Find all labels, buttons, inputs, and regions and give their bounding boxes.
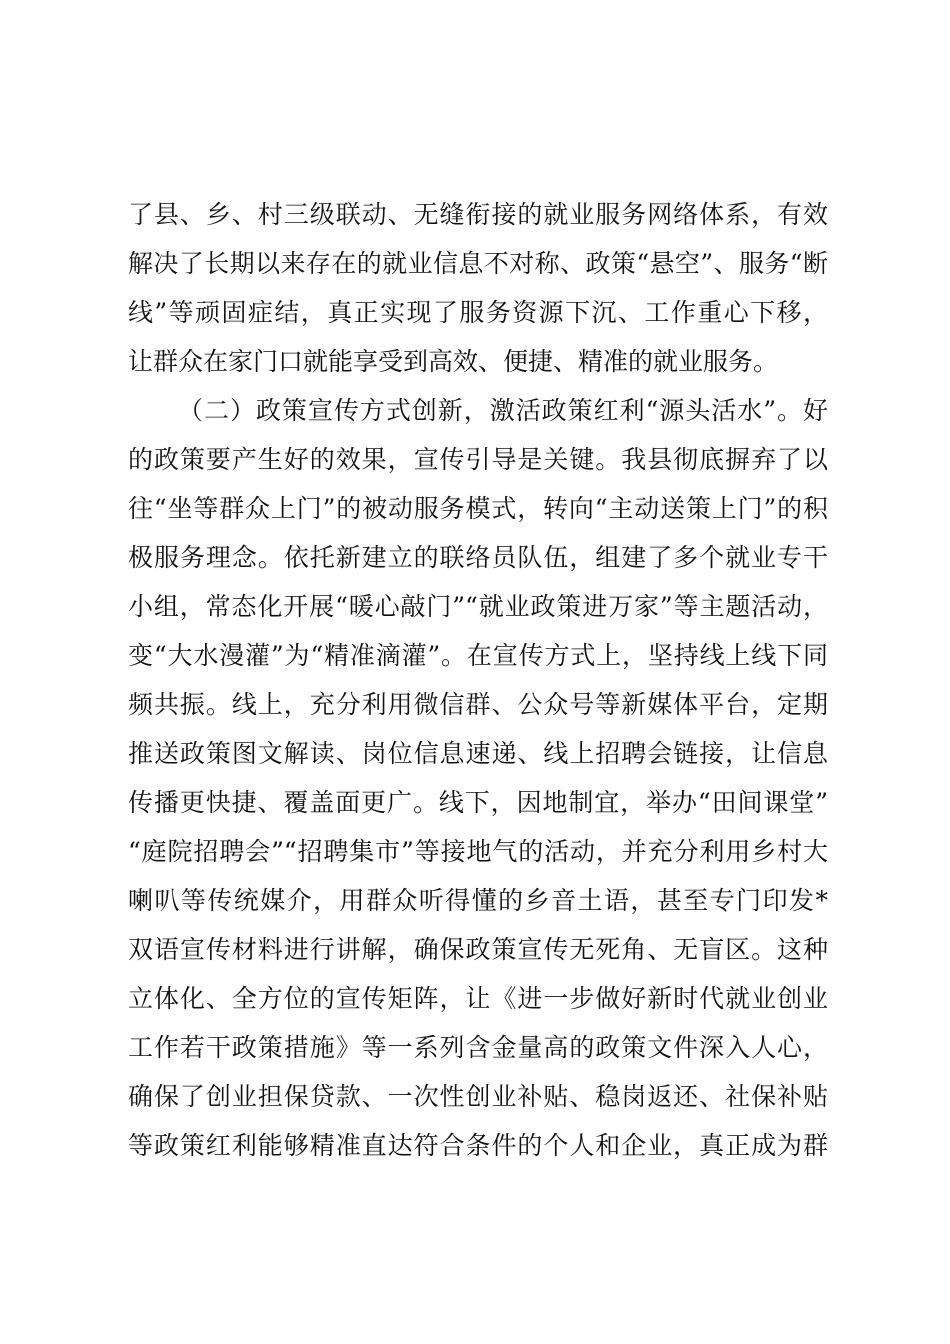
text-line: 变“大水漫灌”为“精准滴灌”。在宣传方式上，坚持线上线下同 <box>128 641 828 670</box>
text-line: 推送政策图文解读、岗位信息速递、线上招聘会链接，让信息 <box>128 739 828 768</box>
section-heading-line: （二）政策宣传方式创新，激活政策红利“源头活水”。好 <box>178 396 828 425</box>
text-line: 传播更快捷、覆盖面更广。线下，因地制宜，举办“田间课堂” <box>128 788 828 817</box>
text-line: 线”等顽固症结，真正实现了服务资源下沉、工作重心下移， <box>128 298 828 327</box>
paragraph-service-network <box>128 190 828 386</box>
text-line: 极服务理念。依托新建立的联络员队伍，组建了多个就业专干 <box>128 543 828 572</box>
text-line: 的政策要产生好的效果，宣传引导是关键。我县彻底摒弃了以 <box>128 445 828 474</box>
paragraph-policy-promotion <box>128 386 828 1170</box>
text-line: 了县、乡、村三级联动、无缝衔接的就业服务网络体系，有效 <box>128 200 828 229</box>
text-line: 立体化、全方位的宣传矩阵，让《进一步做好新时代就业创业 <box>128 984 828 1013</box>
text-line: 往“坐等群众上门”的被动服务模式，转向“主动送策上门”的积 <box>128 494 828 523</box>
text-line: 解决了长期以来存在的就业信息不对称、政策“悬空”、服务“断 <box>128 249 828 278</box>
text-line: 确保了创业担保贷款、一次性创业补贴、稳岗返还、社保补贴 <box>128 1082 828 1111</box>
text-line: 频共振。线上，充分利用微信群、公众号等新媒体平台，定期 <box>128 690 828 719</box>
text-line: 等政策红利能够精准直达符合条件的个人和企业，真正成为群 <box>128 1131 828 1160</box>
text-line: 让群众在家门口就能享受到高效、便捷、精准的就业服务。 <box>128 347 779 376</box>
text-line: 双语宣传材料进行讲解，确保政策宣传无死角、无盲区。这种 <box>128 935 828 964</box>
text-line: 小组，常态化开展“暖心敲门”“就业政策进万家”等主题活动， <box>128 592 828 621</box>
text-line: “庭院招聘会”“招聘集市”等接地气的活动，并充分利用乡村大 <box>128 837 828 866</box>
text-line: 工作若干政策措施》等一系列含金量高的政策文件深入人心， <box>128 1033 828 1062</box>
text-line: 喇叭等传统媒介，用群众听得懂的乡音土语，甚至专门印发* <box>128 886 828 915</box>
